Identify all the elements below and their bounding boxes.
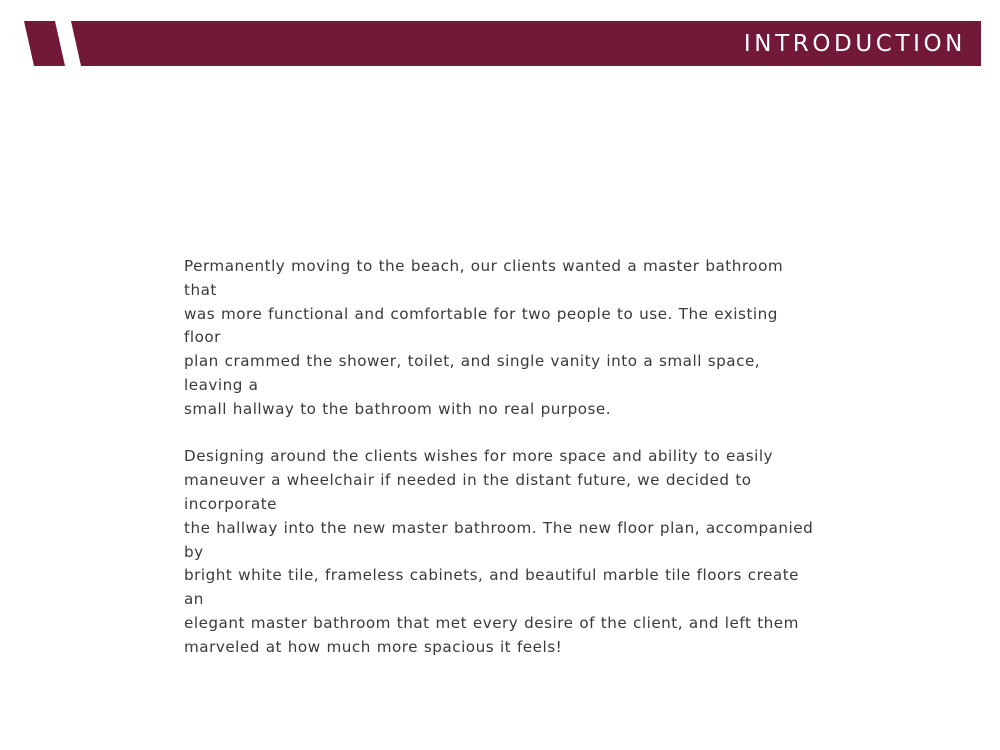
intro-paragraph-2: Designing around the clients wishes for more space and ability to easily maneuver a wheelchair if needed in the distant future, we decided to incorporate the hallway into the new master bathroom. The new floor plan, accompanied by bright white tile, frameless cabinets, and beautiful marble tile floors create an elegant master bathroom that met every desire of the client, and left them marveled at how much more spacious it feels! (184, 447, 814, 656)
page-title: INTRODUCTION (743, 31, 966, 57)
intro-paragraph-1: Permanently moving to the beach, our clients wanted a master bathroom that was more functional and comfortable for two people to use. The existing floor plan crammed the shower, toilet, and single vanity into a small space, leaving a small hallway to the bathroom with no real purpose. (184, 257, 784, 418)
header-accent-stripe (24, 21, 65, 66)
header-banner (0, 0, 1000, 80)
introduction-text (184, 255, 814, 660)
